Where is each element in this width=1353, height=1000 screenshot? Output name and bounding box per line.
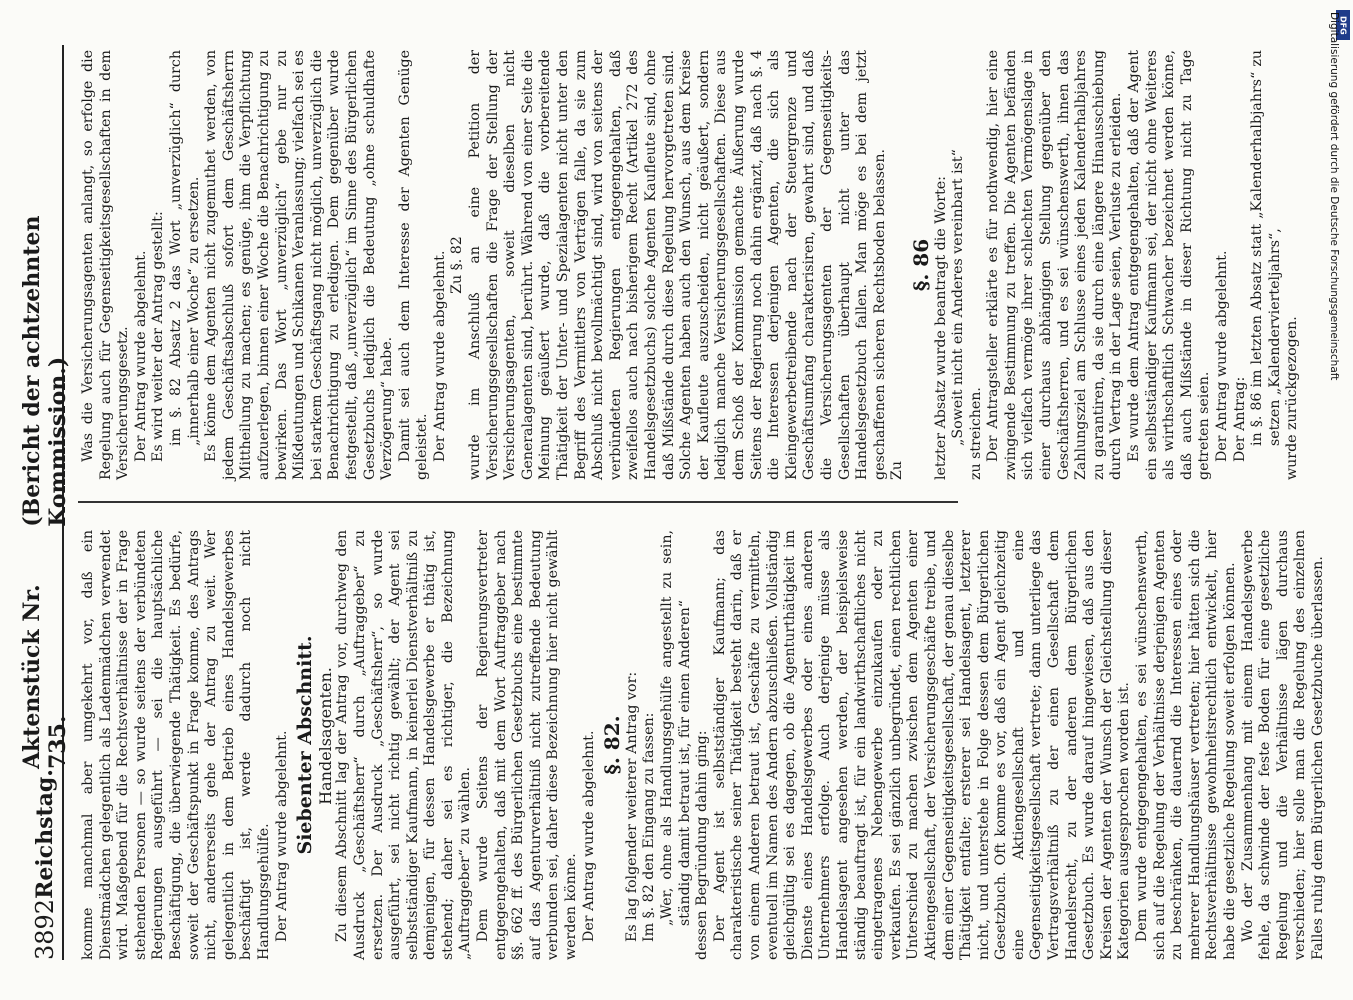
text-paragraph: Zu <box>889 461 906 480</box>
page-number: 3892 <box>31 898 59 960</box>
header-right-title: (Bericht der achtzehnten Kommission.) <box>19 215 71 527</box>
section-subheading: Handelsagenten. <box>315 667 335 805</box>
text-paragraph: Dem wurde entgegengehalten, es sei wünschenswerth, sich auf die Regelung der Verhältnisse derjenigen Agenten zu beschränken, die dauernd die Interessen eines oder mehrerer Handlungshäuser vertreten; hier hätten sich die Rechtsverhältnisse gewohnheitsrechtlich entwickelt, hier habe die gesetzliche Regelung soweit erfolgen können. <box>1134 530 1238 960</box>
digitization-credit: Digitalisierung gefördert durch die Deutsche Forschungsgemeinschaft <box>1328 12 1340 381</box>
column-divider <box>78 501 958 503</box>
text-paragraph: Der Antrag wurde abgelehnt. <box>132 250 149 462</box>
text-paragraph: Zu diesem Abschnitt lag der Antrag vor, durchweg den Ausdruck „Geschäftsherr“ durch „Auftraggeber“ zu ersetzen. Der Ausdruck „Geschäftsherr“, so wurde ausgeführt, sei nicht richtig gewählt; der Agent sei selbstständiger Kaufmann, in keinerlei Dienstverhältniß zu demjenigen, für dessen Handelsgewerbe er thätig ist, stehend; daher sei es richtiger, die Bezeichnung „Auftraggeber“ zu wählen. <box>334 530 474 960</box>
text-paragraph: Zu §. 82 <box>449 236 466 294</box>
text-paragraph: in §. 86 im letzten Absatz statt „Kalenderhalbjahrs“ zu setzen „Kalendervierteljahrs“, <box>1249 50 1283 446</box>
text-paragraph: Was die Versicherungsagenten anlangt, so erfolge die Regelung auch für Gegenseitigkeitsgesellschaften in dem Versicherungsgesetz. <box>80 50 132 480</box>
text-paragraph: letzter Absatz wurde beantragt die Worte: <box>932 176 949 480</box>
text-paragraph: zu streichen. <box>967 387 984 480</box>
text-paragraph: im §. 82 Absatz 2 das Wort „unverzüglich“ durch „innerhalb einer Woche“ zu ersetzen. <box>167 50 202 446</box>
right-column <box>80 50 1302 480</box>
text-paragraph: wurde zurückgezogen. <box>1284 316 1301 480</box>
text-paragraph: Der Antragsteller erklärte es für nothwendig, hier eine zwingende Bestimmung zu treffen. Die Agenten befänden sich vielfach vermöge ihrer schlechten Vermögenslage in einer durchaus abhängigen Stellung gegenüber den Geschäftsherren, und es sei wünschenswerth, ihnen das Zahlungsziel am Schlusse eines jeden Kalenderhalbjahres zu garantiren, da sie durch eine längere Hinausschiebung durch Vertrag in der Lage seien, Verluste zu erleiden. <box>985 50 1125 480</box>
text-paragraph: Es könne dem Agenten nicht zugemuthet werden, von jedem Geschäftsabschluß sofort dem Geschäftsherrn Mittheilung zu machen; es genüge, ihm die Verpflichtung aufzuerlegen, binnen einer Woche die Benachrichtigung zu bewirken. Das Wort „unverzüglich“ gebe nur zu Mißdeutungen und Schikanen Veranlassung; vielfach sei es bei starkem Geschäftsgang nicht möglich, unverzüglich die Benachrichtigung zu erledigen. Dem gegenüber wurde festgestellt, daß „unverzüglich“ im Sinne des Bürgerlichen Gesetzbuchs lediglich die Bedeutung „ohne schuldhafte Verzögerung“ habe. <box>203 50 396 480</box>
text-paragraph: Damit sei auch dem Interesse der Agenten Genüge geleistet. <box>396 50 431 480</box>
text-paragraph: wurde im Anschluß an eine Petition der Versicherungsgesellschaften die Frage der Stellung der Versicherungsagenten, soweit dieselben nicht Generalagenten sind, berührt. Während von einer Seite die Meinung geäußert wurde, daß die vorbereitende Thätigkeit der Unter- und Spezialagenten nicht unter den Begriff des Vermittlers von Verträgen falle, da sie zum Abschluß nicht bevollmächtigt sind, wird von seitens der verbündeten Regierungen entgegengehalten, daß zweifellos auch nach bisherigem Recht (Artikel 272 des Handelsgesetzbuchs) solche Agenten Kaufleute sind, ohne daß Mißstände durch diese Regelung hervorgetreten sind. Solche Agenten haben auch den Wunsch, aus dem Kreise der Kaufleute auszuscheiden, nicht geäußert, sondern lediglich manche Versicherungsgesellschaften. Diese aus dem Schoß der Kommission gemachte Äußerung wurde Seitens der Regierung noch dahin ergänzt, daß nach §. 4 die Interessen derjenigen Agenten, die sich als Kleingewerbetreibende nach der Steuergrenze und Geschäftsumfang charakterisiren, gewahrt sind, und daß die Versicherungsagenten der Gegenseitigkeits-Gesellschaften überhaupt nicht unter das Handelsgesetzbuch fallen. Man möge es bei dem jetzt geschaffenen sicheren Rechtsboden belassen. <box>467 50 888 480</box>
paragraph-heading: §. 82. <box>600 715 625 775</box>
text-paragraph: dessen Begründung dahin ging: <box>694 730 711 960</box>
text-paragraph: Der Antrag wurde abgelehnt. <box>431 250 448 462</box>
header-left-title: Reichstag. <box>32 769 58 899</box>
left-column <box>80 530 1328 960</box>
section-heading: Siebenter Abschnitt. <box>294 635 317 855</box>
text-paragraph: „Soweit nicht ein Anderes vereinbart ist“ <box>950 149 967 446</box>
dfg-logo: DFG <box>1336 10 1350 40</box>
page-header <box>19 45 71 960</box>
text-paragraph: komme manchmal aber umgekehrt vor, daß ein Dienstmädchen gelegentlich als Ladenmädchen verwendet wird. Maßgebend für die Rechtsverhältnisse der in Frage stehenden Personen — so wurde seitens der verbündeten Regierungen ausgeführt — sei die hauptsächliche Beschäftigung, die überwiegende Thätigkeit. Es bedürfe, soweit der Geschäftspunkt in Frage komme, des Antrags nicht, andererseits gehe der Antrag zu weit. Wer gelegentlich in dem Betrieb eines Handelsgewerbes beschäftigt ist, werde dadurch noch nicht Handlungsgehülfe. <box>80 530 272 960</box>
text-paragraph: Dem wurde Seitens der Regierungsvertreter entgegengehalten, daß mit dem Wort Auftraggeber nach §§. 662 ff. des Bürgerlichen Gesetzbuchs eine bestimmte auf das Agenturverhältniß nicht zutreffende Bedeutung verbunden sei, daher diese Bezeichnung hier nicht gewählt werden könne. <box>475 530 580 960</box>
text-paragraph: Es lag folgender weiterer Antrag vor: <box>623 671 640 942</box>
header-center-title: Aktenstück Nr. 735. <box>19 584 71 770</box>
text-paragraph: Wo der Zusammenhang mit einem Handelsgewerbe fehle, da schwinde der feste Boden für eine gesetzliche Regelung und die Verhältnisse lägen durchaus verschieden; hier solle man die Regelung des einzelnen Falles ruhig dem Bürgerlichen Gesetzbuche überlassen. <box>1239 530 1326 960</box>
text-paragraph: Der Antrag: <box>1231 376 1248 462</box>
text-paragraph: Der Antrag wurde abgelehnt. <box>580 730 597 942</box>
text-paragraph: Der Antrag wurde abgelehnt. <box>273 730 290 942</box>
text-paragraph: Der Agent ist selbstständiger Kaufmann; das charakteristische seiner Thätigkeit besteht darin, daß er von einem Anderen betraut ist, Geschäfte zu vermitteln, eventuell im Namen des Andern abzuschließen. Vollständig gleichgültig sei es dagegen, ob die Agenturthätigkeit im Dienste eines Handelsgewerbes oder eines anderen Unternehmers erfolge. Auch derjenige müsse als Handelsagent angesehen werden, der beispielsweise ständig beauftragt ist, für ein landwirthschaftliches nicht eingetragenes Nebengewerbe einzukaufen oder zu verkaufen. Es sei gänzlich unbegründet, einen rechtlichen Unterschied zu machen zwischen dem Agenten einer Aktiengesellschaft, der Versicherungsgeschäfte treibe, und dem einer Gegenseitigkeitsgesellschaft, der genau dieselbe Thätigkeit entfalte; ersterer sei Handelsagent, letzterer nicht, und unterstehe in Folge dessen dem Bürgerlichen Gesetzbuch. Oft komme es vor, daß ein Agent gleichzeitig eine Aktiengesellschaft und eine Gegenseitigkeitsgesellschaft vertrete; dann unterliege das Vertragsverhältniß zu der einen Gesellschaft dem Handelsrecht, zu der anderen dem Bürgerlichen Gesetzbuch. Es wurde darauf hingewiesen, daß aus den Kreisen der Agenten der Wunsch der Gleichstellung dieser Kategorien ausgesprochen worden ist. <box>711 530 1133 960</box>
text-paragraph: „Wer, ohne als Handlungsgehülfe angestellt zu sein, ständig damit betraut ist, für einen Anderen“ <box>659 530 693 926</box>
text-paragraph: Es wurde dem Antrag entgegengehalten, daß der Agent ein selbstständiger Kaufmann sei, der nicht ohne Weiteres als wirthschaftlich Schwacher bezeichnet werden könne, daß auch Mißstände in dieser Richtung nicht zu Tage getreten seien. <box>1126 50 1213 480</box>
text-paragraph: Der Antrag wurde abgelehnt. <box>1214 250 1230 462</box>
text-paragraph: Im §. 82 den Eingang zu fassen: <box>641 712 658 942</box>
paragraph-heading: §. 86 <box>908 238 933 292</box>
text-paragraph: Es wird weiter der Antrag gestellt: <box>150 211 167 462</box>
